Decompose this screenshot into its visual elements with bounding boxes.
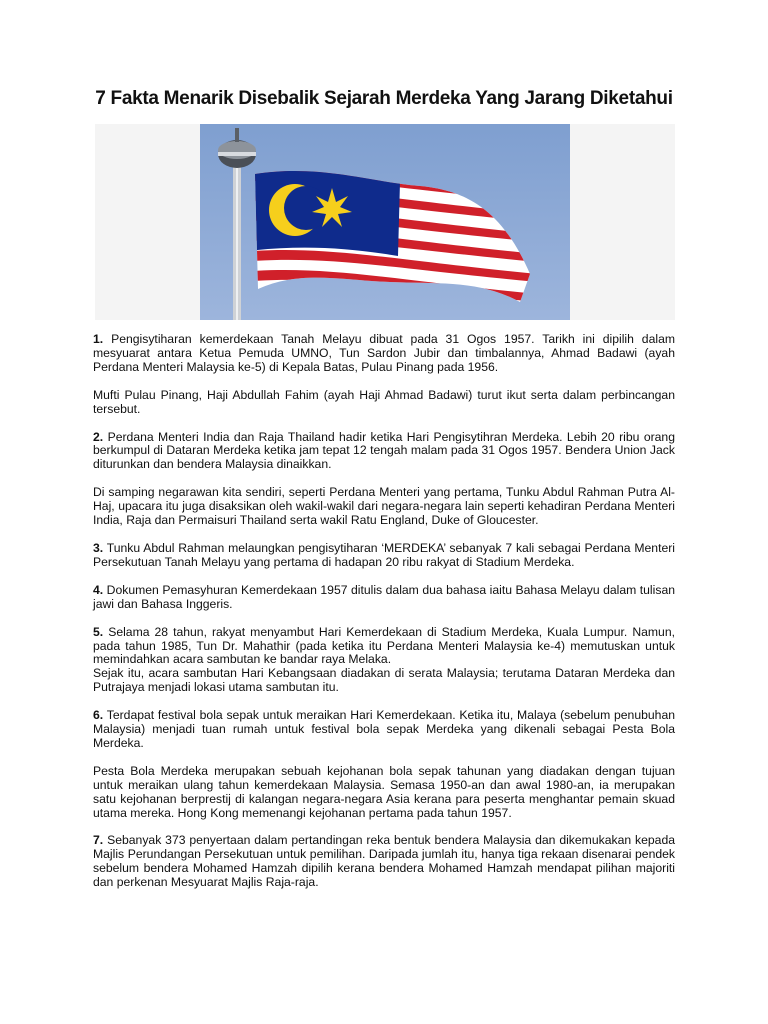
flag-image [95,124,675,320]
paragraph-6b: Pesta Bola Merdeka merupakan sebuah kejohanan bola sepak tahunan yang diadakan dengan tujuan untuk meraikan ulang tahun kemerdekaan Malaysia. Semasa 1950-an dan awal 1980-an, ia merupakan satu kejohanan berprestij di kalangan negara-negara Asia kerana para peserta menghantar pemain skuad utama mereka. Hong Kong memenangi kejohanan pertama pada tahun 1957. [93,763,675,820]
paragraph-1b: Mufti Pulau Pinang, Haji Abdullah Fahim (ayah Haji Ahmad Badawi) turut ikut serta dalam perbincangan tersebut. [93,387,675,416]
paragraph-4: 4. Dokumen Pemasyhuran Kemerdekaan 1957 ditulis dalam dua bahasa iaitu Bahasa Melayu dalam tulisan jawi dan Bahasa Inggeris. [93,582,675,611]
paragraph-5: 5. Selama 28 tahun, rakyat menyambut Hari Kemerdekaan di Stadium Merdeka, Kuala Lumpur. Namun, pada tahun 1985, Tun Dr. Mahathir (pada ketika itu Perdana Menteri Malaysia ke-4) memutuskan untuk memindahkan acara sambutan ke bandar raya Melaka. Sejak itu, acara sambutan Hari Kebangsaan diadakan di serata Malaysia; terutama Dataran Merdeka dan Putrajaya menjadi lokasi utama sambutan itu. [93,624,675,695]
paragraph-2: 2. Perdana Menteri India dan Raja Thailand hadir ketika Hari Pengisytihran Merdeka. Lebih 20 ribu orang berkumpul di Dataran Merdeka ketika jam tepat 12 tengah malam pada 31 Ogos 1957. Bendera Union Jack diturunkan dan bendera Malaysia dinaikkan. [93,429,675,472]
paragraph-1: 1. Pengisytiharan kemerdekaan Tanah Melayu dibuat pada 31 Ogos 1957. Tarikh ini dipilih dalam mesyuarat antara Ketua Pemuda UMNO, Tun Sardon Jubir dan timbalannya, Ahmad Badawi (ayah Perdana Menteri Malaysia ke-5) di Kepala Batas, Pulau Pinang pada 1956. [93,332,675,374]
article-body [93,333,675,904]
page-title: 7 Fakta Menarik Disebalik Sejarah Merdeka Yang Jarang Diketahui [95,88,673,109]
paragraph-3: 3. Tunku Abdul Rahman melaungkan pengisytiharan ‘MERDEKA’ sebanyak 7 kali sebagai Perdana Menteri Persekutuan Tanah Melayu yang pertama di hadapan 20 ribu rakyat di Stadium Merdeka. [93,540,675,569]
paragraph-7: 7. Sebanyak 373 penyertaan dalam pertandingan reka bentuk bendera Malaysia dan dikemukakan kepada Majlis Perundangan Persekutuan untuk pemilihan. Daripada jumlah itu, hanya tiga rekaan disenarai pendek sebelum bendera Mohamed Hamzah dipilih kerana bendera Mohamed Hamzah mendapat pilihan majoriti dan perkenan Mesyuarat Majlis Raja-raja. [93,833,676,890]
paragraph-6: 6. Terdapat festival bola sepak untuk meraikan Hari Kemerdekaan. Ketika itu, Malaya (sebelum penubuhan Malaysia) menjadi tuan rumah untuk festival bola sepak Merdeka yang dikenali sebagai Pesta Bola Merdeka. [93,708,676,750]
paragraph-2b: Di samping negarawan kita sendiri, seperti Perdana Menteri yang pertama, Tunku Abdul Rahman Putra Al-Haj, upacara itu juga disaksikan oleh wakil-wakil dari negara-negara lain seperti kehadiran Perdana Menteri India, Raja dan Permaisuri Thailand serta wakil Ratu England, Duke of Gloucester. [93,485,675,528]
malaysia-flag-illustration [200,124,570,320]
